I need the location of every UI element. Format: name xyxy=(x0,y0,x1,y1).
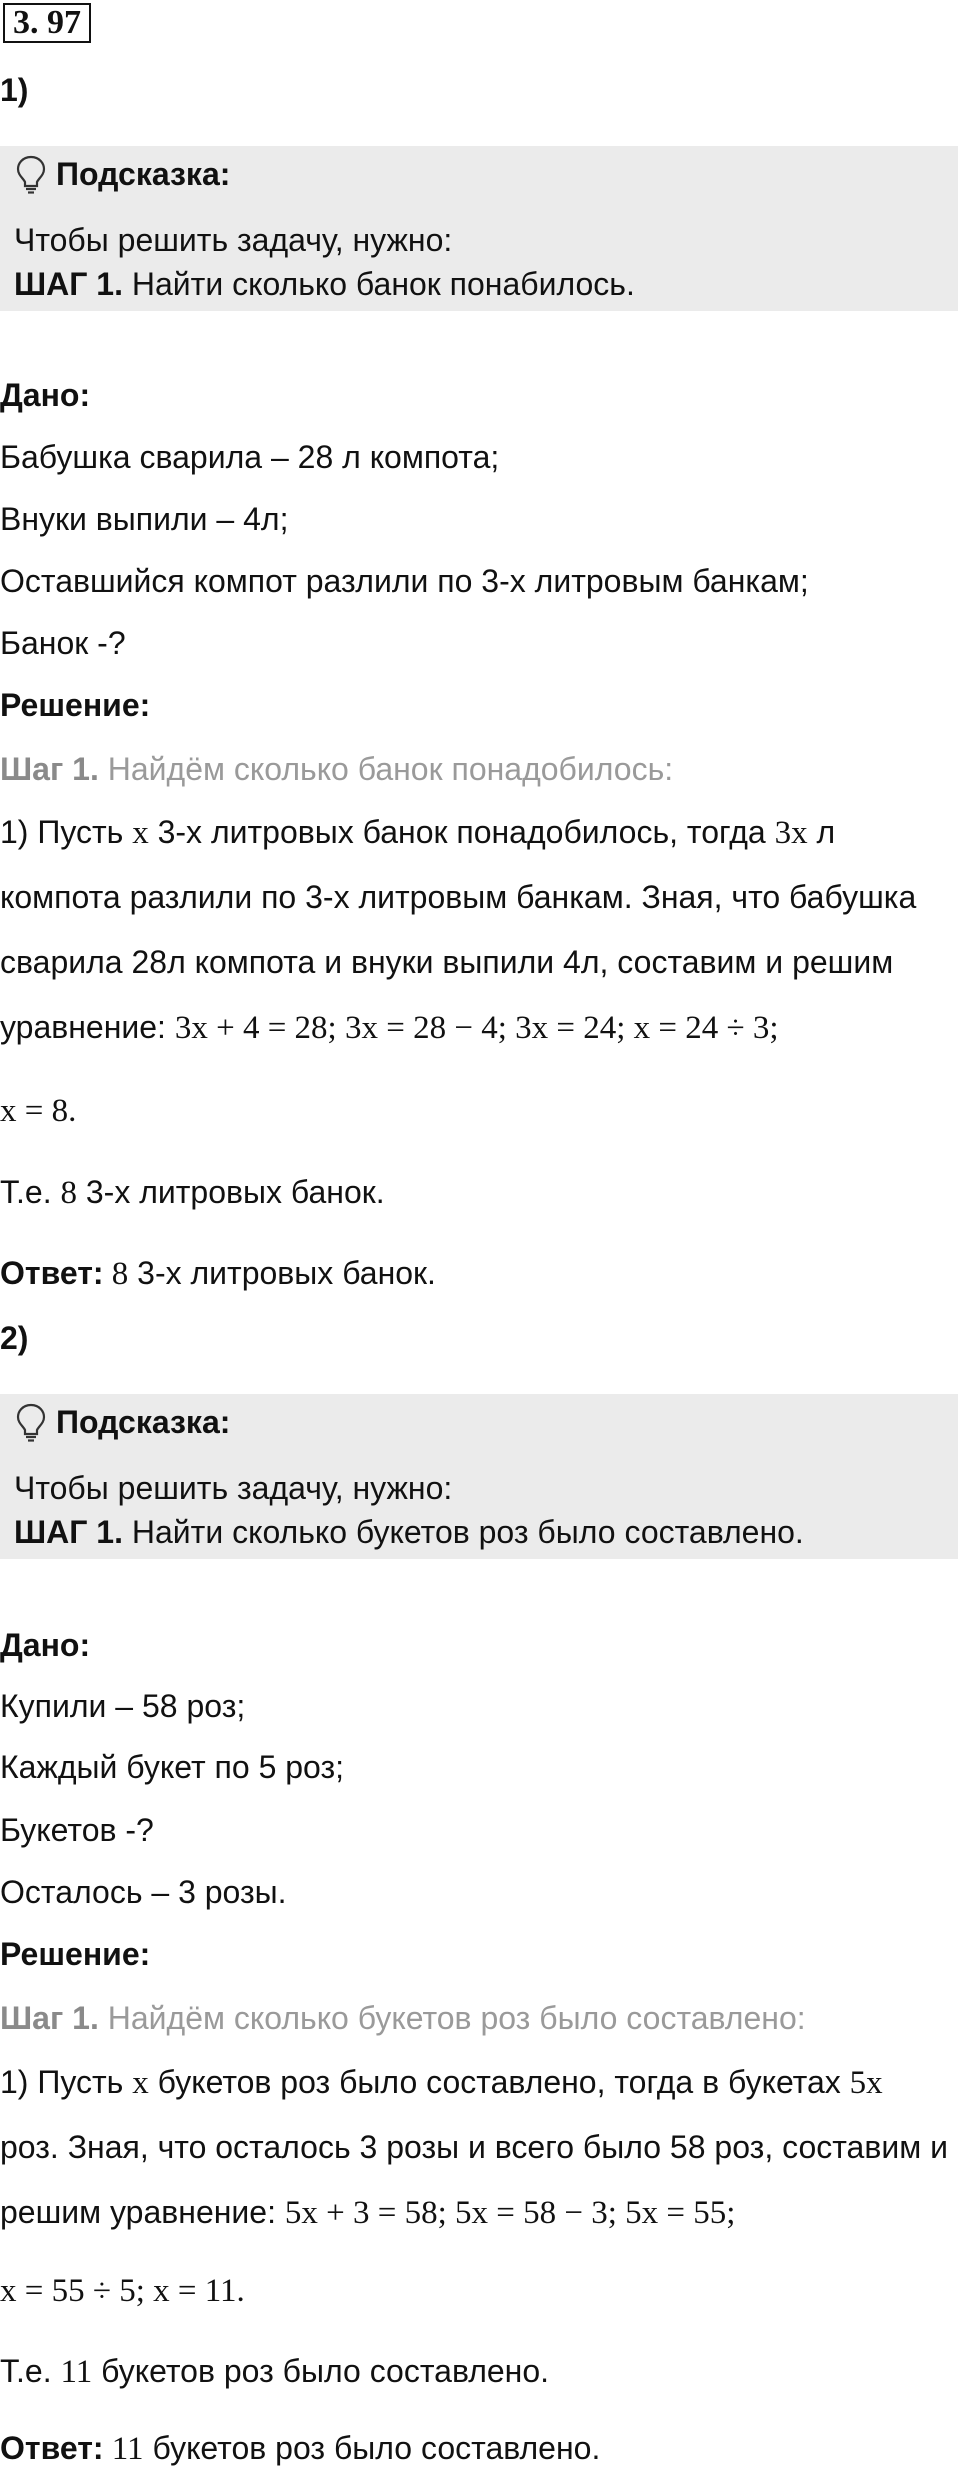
part2-label: 2) xyxy=(0,1320,29,1356)
step-heading xyxy=(0,749,673,789)
given-line: Внуки выпили – 4л; xyxy=(0,501,289,537)
conclusion-text: букетов роз было составлено. xyxy=(92,2353,550,2389)
answer-text: букетов роз было составлено. xyxy=(143,2430,601,2466)
hint-title: Подсказка: xyxy=(56,156,231,192)
math-var: x xyxy=(132,2065,149,2101)
exercise-number: 3. 97 xyxy=(3,3,91,43)
answer-text: 3-х литровых банок. xyxy=(128,1255,436,1291)
equation: x = 55 ÷ 5; x = 11. xyxy=(0,2273,245,2309)
solution-line xyxy=(0,812,835,853)
lightbulb-icon xyxy=(14,154,48,194)
hint-step-label: ШАГ 1. xyxy=(14,1514,123,1550)
solution-line: сварила 28л компота и внуки выпили 4л, составим и решим xyxy=(0,944,894,980)
given-line: Банок -? xyxy=(0,625,126,661)
conclusion-line xyxy=(0,2351,549,2392)
hint-step xyxy=(14,1512,804,1552)
step-label: Шаг 1. xyxy=(0,2000,99,2036)
answer-line xyxy=(0,2428,600,2469)
step-text: Найдём сколько букетов роз было составлено: xyxy=(98,2000,806,2036)
hint-step-label: ШАГ 1. xyxy=(14,266,123,302)
given-line: Осталось – 3 розы. xyxy=(0,1874,287,1910)
solution-text: 3-х литровых банок понадобилось, тогда xyxy=(148,814,775,850)
step-text: Найдём сколько банок понадобилось: xyxy=(98,751,674,787)
answer-label: Ответ: xyxy=(0,2430,104,2466)
solution-line: роз. Зная, что осталось 3 розы и всего было 58 роз, составим и xyxy=(0,2129,948,2165)
solution-text: решим уравнение: xyxy=(0,2194,285,2230)
solution-line xyxy=(0,2062,883,2103)
answer-line xyxy=(0,1253,436,1294)
given-line: Букетов -? xyxy=(0,1812,154,1848)
part2-hint-box xyxy=(0,1394,958,1559)
math-number: 8 xyxy=(103,1256,129,1292)
solution-text: букетов роз было составлено, тогда в букетах xyxy=(148,2064,850,2100)
given-line: Оставшийся компот разлили по 3-х литровым банкам; xyxy=(0,563,809,599)
hint-title: Подсказка: xyxy=(56,1404,231,1440)
equation: 5x + 3 = 58; 5x = 58 − 3; 5x = 55; xyxy=(284,2195,736,2231)
answer-label: Ответ: xyxy=(0,1255,104,1291)
conclusion-text: 3-х литровых банок. xyxy=(76,1174,385,1210)
hint-line: Чтобы решить задачу, нужно: xyxy=(14,222,453,258)
math-number: 11 xyxy=(103,2431,144,2467)
part1-label: 1) xyxy=(0,72,29,108)
given-title: Дано: xyxy=(0,1627,91,1663)
solution-title: Решение: xyxy=(0,687,151,723)
solution-line xyxy=(0,1007,779,1048)
solution-title: Решение: xyxy=(0,1936,151,1972)
hint-step-text: Найти сколько букетов роз было составлено. xyxy=(122,1514,804,1550)
solution-line: компота разлили по 3-х литровым банкам. Зная, что бабушка xyxy=(0,879,917,915)
given-title: Дано: xyxy=(0,377,91,413)
part1-hint-box xyxy=(0,146,958,311)
conclusion-text: Т.е. xyxy=(0,2353,61,2389)
math-number: 8 xyxy=(60,1175,77,1211)
math-expr: 3x xyxy=(774,815,808,851)
conclusion-line xyxy=(0,1172,385,1213)
solution-text: 1) Пусть xyxy=(0,814,133,850)
solution-line xyxy=(0,1090,76,1131)
step-label: Шаг 1. xyxy=(0,751,99,787)
given-line: Бабушка сварила – 28 л компота; xyxy=(0,439,500,475)
solution-text: 1) Пусть xyxy=(0,2064,133,2100)
given-line: Купили – 58 роз; xyxy=(0,1688,246,1724)
math-number: 11 xyxy=(60,2354,93,2390)
hint-step-text: Найти сколько банок понабилось. xyxy=(122,266,635,302)
conclusion-text: Т.е. xyxy=(0,1174,61,1210)
equation: 3x + 4 = 28; 3x = 28 − 4; 3x = 24; x = 24 ÷ 3; xyxy=(174,1010,779,1046)
hint-step xyxy=(14,264,635,304)
solution-line xyxy=(0,2270,245,2311)
hint-line: Чтобы решить задачу, нужно: xyxy=(14,1470,453,1506)
solution-text: л xyxy=(807,814,836,850)
given-line: Каждый букет по 5 роз; xyxy=(0,1749,345,1785)
solution-line xyxy=(0,2192,735,2233)
lightbulb-icon xyxy=(14,1402,48,1442)
solution-text: уравнение: xyxy=(0,1009,175,1045)
step-heading xyxy=(0,1998,806,2038)
equation: x = 8. xyxy=(0,1093,77,1129)
math-var: x xyxy=(132,815,149,851)
math-expr: 5x xyxy=(849,2065,883,2101)
